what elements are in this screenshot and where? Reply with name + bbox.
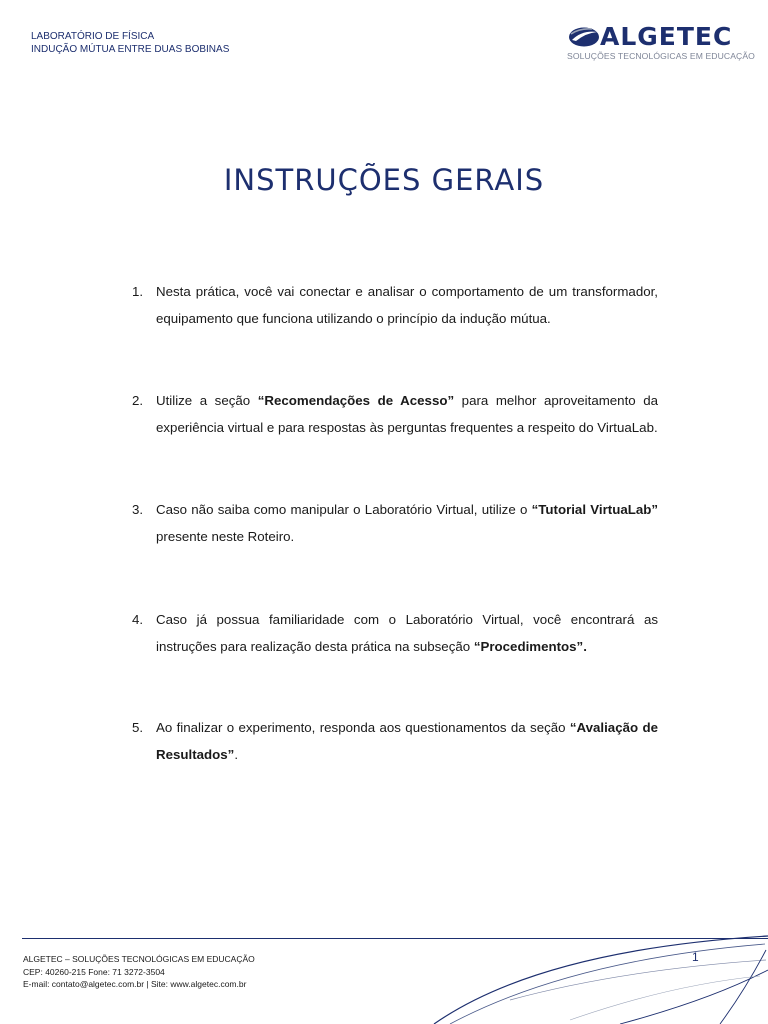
algetec-logo-icon bbox=[568, 26, 600, 48]
item-number: 3. bbox=[132, 502, 144, 517]
item-text: Nesta prática, você vai conectar e analisar o comportamento de um transformador, equipamento que funciona utilizando o princípio da indução mútua. bbox=[156, 284, 658, 326]
item-text-bold: “Procedimentos”. bbox=[473, 639, 587, 654]
item-text-after: para melhor aproveitamento da experiência virtual e para respostas às perguntas frequentes a respeito do VirtuaLab. bbox=[156, 393, 659, 435]
item-number: 5. bbox=[132, 720, 144, 735]
list-item bbox=[132, 387, 659, 441]
item-text-before: Utilize a seção bbox=[156, 393, 258, 408]
item-text-after: . bbox=[234, 747, 239, 762]
item-number: 4. bbox=[132, 612, 144, 627]
item-text-bold: “Tutorial VirtuaLab” bbox=[531, 502, 659, 517]
header-experiment-name: INDUÇÃO MÚTUA ENTRE DUAS BOBINAS bbox=[31, 44, 230, 55]
document-header bbox=[31, 30, 229, 56]
item-text-bold: “Recomendações de Acesso” bbox=[257, 393, 455, 408]
logo-tagline: SOLUÇÕES TECNOLÓGICAS EM EDUCAÇÃO bbox=[567, 51, 755, 61]
item-number: 1. bbox=[132, 284, 144, 299]
footer-swoosh-decoration bbox=[420, 930, 768, 1024]
footer-email-site: E-mail: contato@algetec.com.br | Site: www.algetec.com.br bbox=[23, 979, 247, 989]
item-text-before: Ao finalizar o experimento, responda aos questionamentos da seção bbox=[156, 720, 570, 735]
item-text-after: presente neste Roteiro. bbox=[156, 529, 295, 544]
page-title: INSTRUÇÕES GERAIS bbox=[223, 163, 545, 197]
footer-company: ALGETEC – SOLUÇÕES TECNOLÓGICAS EM EDUCAÇÃO bbox=[23, 954, 255, 964]
list-item bbox=[132, 496, 659, 550]
item-text-before: Caso já possua familiaridade com o Laboratório Virtual, você encontrará as instruções para realização desta prática na subseção bbox=[156, 612, 658, 654]
list-item bbox=[132, 606, 658, 660]
instructions-list bbox=[132, 278, 659, 768]
list-item bbox=[132, 278, 658, 332]
page-number: 1 bbox=[692, 950, 699, 964]
footer-address-phone: CEP: 40260-215 Fone: 71 3272-3504 bbox=[23, 966, 165, 977]
item-number: 2. bbox=[132, 393, 144, 408]
footer-contact bbox=[23, 953, 255, 991]
item-text-bold: “Avaliação de Resultados” bbox=[156, 720, 658, 762]
algetec-logo bbox=[566, 22, 755, 64]
list-item bbox=[132, 714, 658, 768]
item-text-before: Caso não saiba como manipular o Laboratório Virtual, utilize o bbox=[156, 502, 532, 517]
logo-wordmark: ALGETEC bbox=[600, 22, 733, 51]
header-lab-name: LABORATÓRIO DE FÍSICA bbox=[31, 31, 155, 42]
